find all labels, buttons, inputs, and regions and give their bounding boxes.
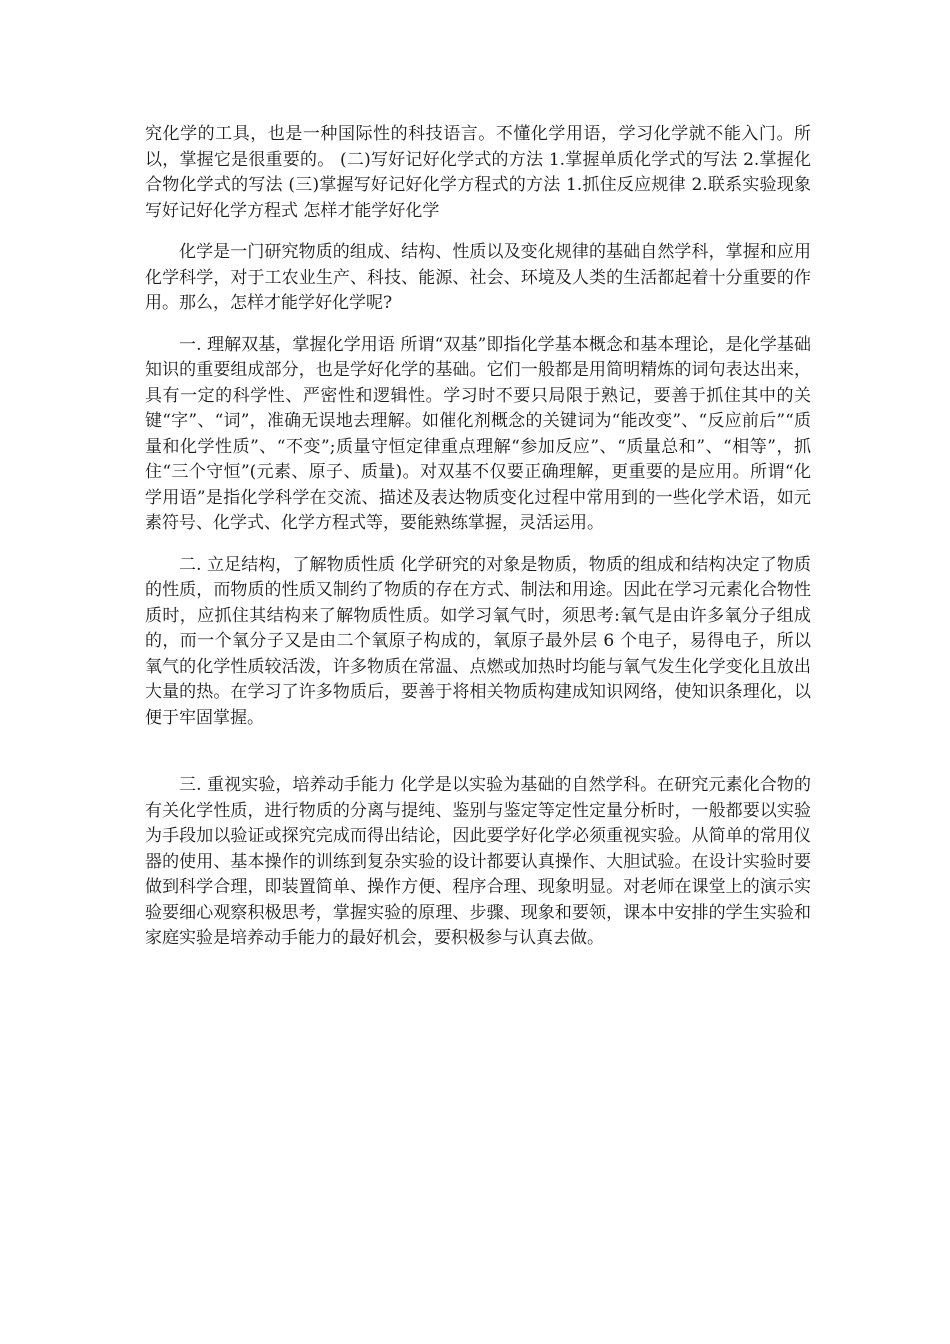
paragraph-section-one: 一. 理解双基，掌握化学用语 所谓“双基”即指化学基本概念和基本理论，是化学基础知识的重要组成部分，也是学好化学的基础。它们一般都是用简明精炼的词句表达出来，具有一定的科学性、严密性和逻辑性。学习时不要只局限于熟记，要善于抓住其中的关键“字”、“词”，准确无误地去理解。如催化剂概念的关键词为“能改变”、“反应前后”“质量和化学性质”、“不变”;质量守恒定律重点理解“参加反应”、“质量总和”、“相等”，抓住“三个守恒”(元素、原子、质量)。对双基不仅要正确理解，更重要的是应用。所谓“化学用语”是指化学科学在交流、描述及表达物质变化过程中常用到的一些化学术语，如元素符号、化学式、化学方程式等，要能熟练掌握，灵活运用。 [145, 334, 811, 533]
paragraph-section-two: 二. 立足结构，了解物质性质 化学研究的对象是物质，物质的组成和结构决定了物质的性质，而物质的性质又制约了物质的存在方式、制法和用途。因此在学习元素化合物性质时，应抓住其结构来了解物质性质。如学习氧气时，须思考:氧气是由许多氧分子组成的，而一个氧分子又是由二个氧原子构成的，氧原子最外层 6 个电子，易得电子，所以氧气的化学性质较活泼，许多物质在常温、点燃或加热时均能与氧气发生化学变化且放出大量的热。在学习了许多物质后，要善于将相关物质构建成知识网络，使知识条理化，以便于牢固掌握。 [145, 554, 811, 728]
paragraph-continuation: 究化学的工具，也是一种国际性的科技语言。不懂化学用语，学习化学就不能入门。所以，掌握它是很重要的。 (二)写好记好化学式的方法 1.掌握单质化学式的写法 2.掌握化合物化学式的写法 (三)掌握写好记好化学方程式的方法 1.抓住反应规律 2.联系实验现象写好记好化学方程式 怎样才能学好化学 [145, 124, 811, 221]
paragraph-section-three: 三. 重视实验，培养动手能力 化学是以实验为基础的自然学科。在研究元素化合物的有关化学性质，进行物质的分离与提纯、鉴别与鉴定等定性定量分析时，一般都要以实验为手段加以验证或探究完成而得出结论，因此要学好化学必须重视实验。从简单的常用仪器的使用、基本操作的训练到复杂实验的设计都要认真操作、大胆试验。在设计实验时要做到科学合理，即装置简单、操作方便、程序合理、现象明显。对老师在课堂上的演示实验要细心观察积极思考，掌握实验的原理、步骤、现象和要领，课本中安排的学生实验和家庭实验是培养动手能力的最好机会，要积极参与认真去做。 [145, 775, 811, 948]
document-page [145, 122, 811, 952]
paragraph-intro: 化学是一门研究物质的组成、结构、性质以及变化规律的基础自然学科，掌握和应用化学科学，对于工农业生产、科技、能源、社会、环境及人类的生活都起着十分重要的作用。那么，怎样才能学好化学呢? [145, 242, 811, 313]
